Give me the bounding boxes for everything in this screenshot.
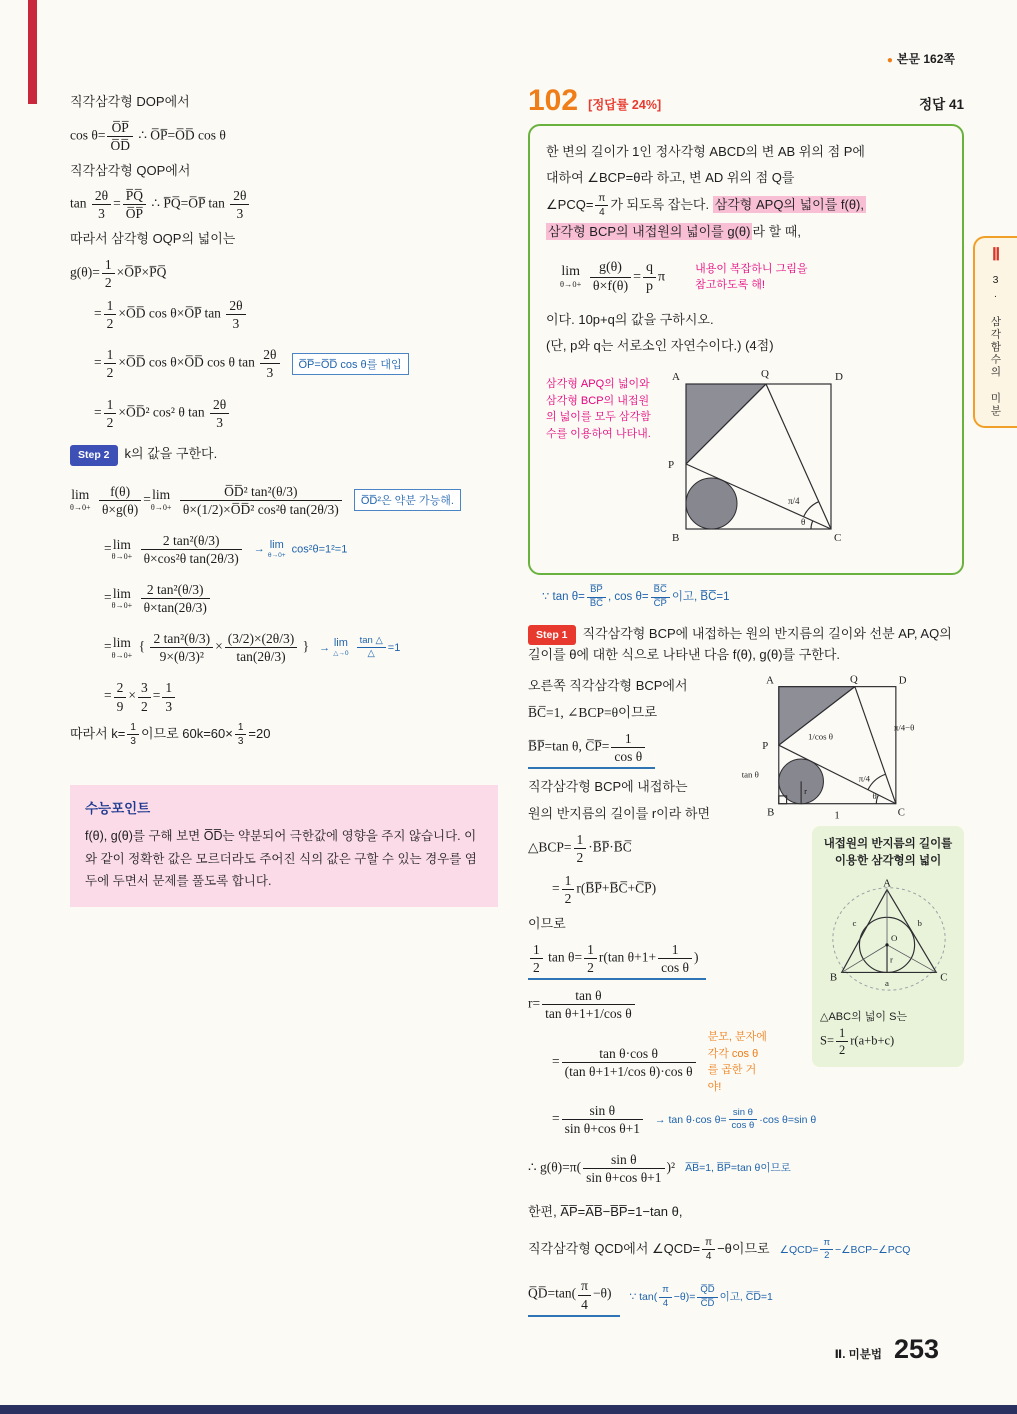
incenter-label: O (890, 932, 898, 943)
solution-equation: = $\frac{\text{tan θ·cos θ}}{\text{(tan θ+1+1/cos θ)·cos θ}}$ (552, 1046, 698, 1079)
problem-text-segment: 라 할 때, (752, 223, 801, 239)
annotation-note: ∠QCD= $\frac{\pi}{2}$ −∠BCP−∠PCQ (779, 1236, 911, 1262)
equation-with-note (528, 1270, 964, 1324)
limit-equation: = lim θ→0+ $\frac{\text{2 tan²(θ/3)}}{\theta\times\tan(2\theta/3)}$ (104, 582, 514, 615)
info-box-title-line1: 내접원의 반지름의 길이를 (823, 838, 953, 851)
angle-label-pi4: π/4 (858, 773, 871, 784)
info-box-formula: S= $\frac{1}{2}$ r(a+b+c) (820, 1025, 895, 1057)
vertex-label-q: Q (761, 368, 769, 381)
answer-label: 정답 41 (919, 97, 964, 112)
step-1-text: 직각삼각형 BCP에 내접하는 원의 반지름의 길이와 선분 AP, AQ의 길이를 θ에 대한 식으로 나타낸 다음 f(θ), g(θ)를 구한다. (528, 625, 952, 663)
solution-text-line: 직각삼각형 DOP에서 (70, 94, 190, 109)
vertex-label-c: C (897, 806, 905, 819)
equation-with-note (528, 1095, 964, 1144)
side-label-c: c (852, 917, 857, 928)
correct-rate-label: [정답률 24%] (588, 98, 662, 112)
solution-work-area (528, 673, 964, 1325)
annotation-note: A̅B̅=1, B̅P̅=tan θ이므로 (685, 1162, 791, 1175)
solution-text-line: 직각삼각형 BCP에 내접하는 (528, 778, 688, 794)
problem-text-line: 한 변의 길이가 1인 정사각형 ABCD의 변 AB 위의 점 P에 (546, 144, 865, 159)
equation-with-note (528, 1144, 964, 1193)
angle-label-pi4: π/4 (788, 496, 800, 507)
angle-arc-theta (876, 795, 878, 804)
equation-with-note (70, 339, 514, 388)
cevian-oc (887, 945, 936, 973)
solution-text-line: 따라서 삼각형 OQP의 넓이는 (70, 231, 236, 247)
conclusion-text: 따라서 k= $\frac{1}{3}$ 이므로 60k=60× $\frac{1}{3}$ =20 (70, 721, 271, 747)
solution-text-line: 오른쪽 직각삼각형 BCP에서 (528, 678, 688, 694)
side-label-b: b (917, 917, 922, 928)
annotation-note: ∵ tan( $\frac{\pi}{4}$ −θ)= $\frac{Q̅D̅}{C̅D̅}$ 이고, C̅D̅=1 (629, 1284, 773, 1310)
problem-square-figure (664, 364, 859, 559)
annotation-note: → lim △→0 $\frac{\tan \triangle}{\triangle}$ =1 (319, 636, 400, 660)
exam-point-title: 수능포인트 (85, 801, 151, 817)
equation-with-note (528, 1229, 964, 1270)
problem-figure-row (546, 364, 946, 559)
annotation-note-boxed: O̅D̅²은 약분 가능해. (354, 489, 461, 511)
result-equation: ∴ g(θ)=π( $\frac{\text{sin θ}}{\text{sin θ+cos θ+1}}$ )² (528, 1152, 676, 1186)
hypotenuse-label: 1/cos θ (808, 731, 833, 742)
problem-text-line (546, 192, 946, 218)
highlighted-phrase: 삼각형 BCP의 내접원의 넓이를 g(θ) (548, 223, 751, 239)
left-solution-column (70, 84, 514, 907)
vertex-label-a: A (672, 371, 680, 384)
teacher-note-pink: 내용이 복잡하니 그림을 참고하도록 해! (695, 262, 808, 292)
segment-qc (766, 384, 831, 529)
blue-hint-note: ∵ tan θ= $\frac{B̅P̅}{B̅C̅}$ , cos θ= $\frac{B̅C̅}{C̅P̅}$ 이고, B̅C̅=1 (542, 584, 730, 609)
incenter-point (885, 943, 888, 946)
chapter-roman-numeral: Ⅱ (991, 245, 1001, 264)
problem-102-column (528, 86, 964, 1325)
cevian-ob (842, 945, 887, 973)
teacher-note-orange: 분모, 분자에 각각 cos θ를 곱한 거야! (707, 1031, 767, 1093)
solution-text-line: 원의 반지름의 길이를 r이라 하면 (528, 806, 711, 822)
result-equation: = $\frac{2}{9}$ × $\frac{3}{2}$ = $\frac{1}{3}$ (104, 680, 514, 713)
exam-point-body: f(θ), g(θ)를 구해 보면 O̅D̅는 약분되어 극한값에 영향을 주지 않습니다. 이와 같이 정확한 값은 모르더라도 주어진 식의 값은 구할 수 있는 경우를 염두에 두면서 문제를 풀도록 합니다. (85, 829, 477, 889)
vertex-label-c: C (834, 532, 842, 545)
chapter-title-vertical: 3. 삼각함수의 미분 (989, 274, 1002, 418)
solution-text-line: 이므로 (528, 916, 566, 932)
solution-equation-underlined: Q̅D̅=tan( $\frac{\pi}{4}$ −θ) (528, 1278, 620, 1316)
vertex-label-q: Q (850, 673, 858, 686)
chapter-side-tab (973, 236, 1017, 428)
angle-label-theta: θ (801, 517, 806, 528)
solution-text-line: 한편, A̅P̅=A̅B̅−B̅P̅=1−tan θ, (528, 1203, 683, 1219)
annotation-note-boxed: O̅P̅=O̅D̅ cos θ를 대입 (292, 353, 409, 375)
step-1-paragraph (528, 624, 964, 667)
problem-header (528, 86, 964, 116)
solution-equation-underlined: $\frac{1}{2}$ tan θ= $\frac{1}{2}$ r(tan θ+1+ $\frac{1}{\text{cos θ}}$ ) (528, 942, 706, 980)
problem-limit-row (560, 252, 946, 302)
solution-equation: r= $\frac{\text{tan θ}}{\text{tan θ+1+1/cos θ}}$ (528, 988, 964, 1021)
footer-chapter-label: Ⅱ. 미분법 (834, 1349, 882, 1361)
triangle-abc (842, 889, 937, 972)
solution-equation: cos θ= $\frac{O̅P̅}{O̅D̅}$ ∴ O̅P̅=O̅D̅ cos θ (70, 119, 226, 153)
step-2-badge: Step 2 (70, 445, 118, 466)
solution-equation: g(θ)= $\frac{1}{2}$ ×O̅P̅×P̅Q̅ (70, 256, 167, 291)
dashed-circumcircle (833, 887, 948, 989)
angle-label-theta: θ (872, 790, 877, 801)
problem-text-line (546, 219, 946, 244)
problem-text-segment: ∠PCQ= $\frac{\pi}{4}$ 가 되도록 잡는다. (546, 192, 713, 218)
page-footer (835, 1334, 939, 1365)
solution-equation-underlined: B̅P̅=tan θ, C̅P̅= $\frac{1}{\text{cos θ}}$ (528, 731, 655, 769)
angle-arc-pi4 (868, 774, 886, 790)
vertex-label-b: B (672, 532, 680, 545)
vertex-label-p: P (668, 459, 675, 472)
teacher-note-pink: 삼각형 APQ의 넓이와 삼각형 BCP의 내접원의 넓이를 모두 삼각함수를 이용하여 나타내. (546, 378, 651, 440)
side-label-a: a (885, 977, 889, 988)
problem-number: 102 (528, 84, 579, 117)
solution-equation: = $\frac{\text{sin θ}}{\text{sin θ+cos θ+1}}$ (552, 1103, 645, 1136)
vertex-label-d: D (835, 371, 843, 384)
spine-accent-strip (28, 0, 37, 104)
problem-text-line: (단, p와 q는 서로소인 자연수이다.) (4점) (546, 337, 774, 353)
vertex-label-a: A (883, 877, 891, 890)
step-2-paragraph (70, 444, 514, 466)
angle-arc-theta (811, 521, 813, 529)
page-reference (887, 50, 955, 67)
solution-equation: B̅C̅=1, ∠BCP=θ이므로 (528, 704, 658, 720)
vertex-label-d: D (898, 674, 907, 687)
info-box-caption: △ABC의 넓이 S는 (820, 1010, 908, 1023)
solution-equation: = $\frac{1}{2}$ r(B̅P̅+B̅C̅+C̅P̅) (552, 872, 657, 907)
annotation-note: → tan θ·cos θ= $\frac{\text{sin θ}}{\text{cos θ}}$ ·cos θ=sin θ (655, 1108, 816, 1132)
vertex-label-a: A (766, 674, 774, 687)
angle-label-pi4-minus-theta: π/4−θ (893, 722, 915, 733)
incircle-area-info-box (812, 826, 964, 1067)
solution-text-line: 직각삼각형 QCD에서 ∠QCD= $\frac{\pi}{4}$ −θ이므로 (528, 1237, 770, 1263)
solution-equation: = $\frac{1}{2}$ ×O̅D̅ cos θ×O̅P̅ tan $\frac{2\theta}{3}$ (94, 298, 514, 331)
highlighted-phrase: 삼각형 APQ의 넓이를 f(θ), (714, 196, 864, 212)
exam-point-box (70, 785, 498, 907)
problem-text-line: 대하여 ∠BCP=θ라 하고, 변 AD 위의 점 Q를 (546, 170, 795, 186)
vertex-label-b: B (767, 806, 775, 819)
base-label-1: 1 (834, 809, 840, 822)
angle-arc-pi4 (804, 502, 819, 517)
info-box-title-line2: 이용한 삼각형의 넓이 (834, 855, 942, 868)
vertex-label-c: C (940, 970, 948, 983)
problem-limit-equation: lim θ→0+ $\frac{g(\theta)}{\theta\times f(\theta)}$ = $\frac{q}{p}$ π (560, 260, 666, 294)
vertex-label-p: P (762, 740, 769, 753)
incircle-triangle-figure (822, 875, 954, 997)
solution-equation: = $\frac{1}{2}$ ×O̅D̅² cos² θ tan $\frac{2\theta}{3}$ (94, 397, 514, 430)
problem-text-line: 이다. 10p+q의 값을 구하시오. (546, 311, 714, 327)
equation-with-note (70, 476, 514, 525)
solution-equation: tan $\frac{2\theta}{3}$ = $\frac{P̅Q̅}{O̅P̅}$ ∴ P̅Q̅=O̅P̅ tan $\frac{2\theta}{3}$ (70, 188, 514, 221)
step-2-text: k의 값을 구한다. (124, 445, 218, 461)
solution-equation: △BCP= $\frac{1}{2}$ ·B̅P̅·B̅C̅ (528, 831, 632, 865)
radius-label: r (804, 786, 808, 797)
step-1-badge: Step 1 (528, 625, 576, 646)
step-square-figure (730, 672, 930, 832)
bottom-navy-bar (0, 1405, 1017, 1414)
equation-with-note (70, 525, 514, 574)
annotation-note: → lim θ→0+ cos²θ=1²=1 (254, 540, 348, 560)
orange-dot-icon: ● (886, 55, 893, 66)
vertex-label-b: B (829, 970, 838, 983)
page-reference-text: 본문 162쪽 (896, 52, 955, 66)
equation-with-note (70, 623, 514, 672)
side-label-tan-theta: tan θ (741, 769, 759, 780)
limit-equation: = lim θ→0+ $\frac{\text{2 tan²(θ/3)}}{\text{θ×cos²θ tan(2θ/3)}}$ (104, 533, 244, 566)
solution-equation: = $\frac{1}{2}$ ×O̅D̅ cos θ×O̅D̅ cos θ tan $\frac{2\theta}{3}$ (94, 347, 282, 380)
solution-text-line: 직각삼각형 QOP에서 (70, 162, 191, 178)
inscribed-circle (686, 478, 737, 529)
radius-label: r (889, 954, 893, 965)
problem-statement-box (528, 124, 964, 575)
limit-equation: = lim θ→0+ { $\frac{\text{2 tan²(θ/3)}}{\text{9×(θ/3)²}}$ × $\frac{(3/2)\times(2\theta/3)}{\tan(2\theta/3)}$ } (104, 631, 310, 665)
info-box-title (820, 836, 956, 871)
page-number: 253 (893, 1334, 939, 1364)
limit-equation: lim θ→0+ $\frac{f(\theta)}{\theta\times g(\theta)}$ = lim θ→0+ $\frac{\text{O̅D̅² tan²(θ/3)}}{\text{θ×(1/2)×O̅D̅² cos²θ tan(2θ/3)}}$ (70, 484, 344, 517)
